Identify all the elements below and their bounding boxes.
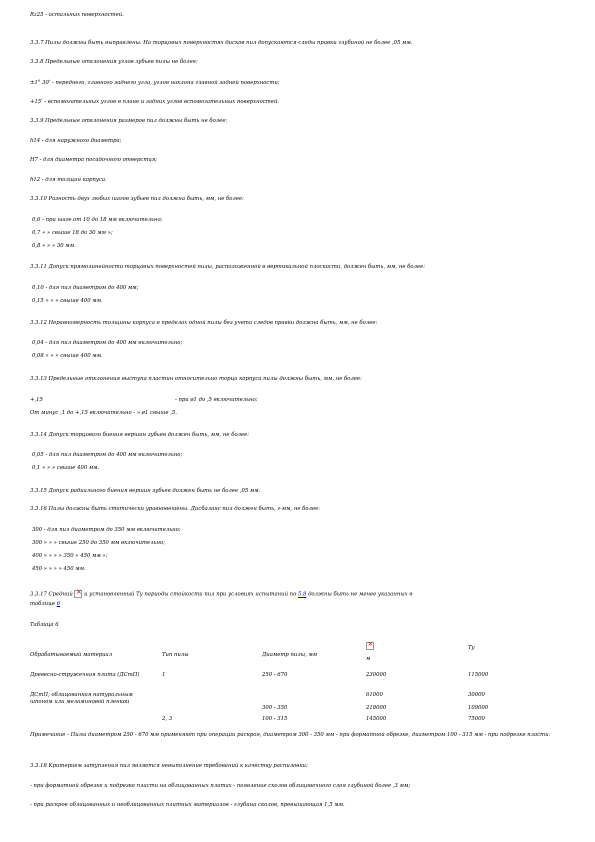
table-header-material: Обрабатываемый материал <box>30 652 113 658</box>
table-note: Примечание - Пилы диаметром 250 - 670 мм применяют при операции раскроя, диаметром 300 - 350 мм - при форматной обрезке, диаметром 100 - 315 мм - при подрезке пласти. <box>30 732 551 738</box>
text-line: 0,10 - для пил диаметром до 400 мм; <box>32 285 139 291</box>
text-line: 0,7 » » свыше 18 до 30 мм »; <box>32 230 113 236</box>
text-line: +,15 <box>30 397 43 403</box>
text-line: - при раскрое облицованных и необлицованных плитных материалов - глубина сколов, превышающая 1,5 мм. <box>30 802 345 808</box>
link-5-8[interactable]: 5.8 <box>297 591 307 598</box>
table-cell: 2, 3 <box>162 716 173 722</box>
table-cell: 230000 <box>366 672 387 678</box>
broken-image-icon <box>74 590 82 598</box>
clause-3-3-17 <box>30 590 412 599</box>
text-line: 300 - для пил диаметром до 350 мм включительно; <box>32 527 181 533</box>
text-line: ±1° 30ʹ - переднего, главного заднего угла, углов наклона главной задней поверхности; <box>30 80 280 86</box>
clause-3-3-13: 3.3.13 Предельные отклонения выступа пластин относительно торца корпуса пилы должны быть, мм, не более: <box>30 376 362 382</box>
text-line: 0,05 - для пил диаметром до 400 мм включительно; <box>32 452 183 458</box>
table-cell: 145000 <box>366 716 387 722</box>
text-line: h14 - для наружного диаметра; <box>30 138 122 144</box>
table-header-tu: Ту <box>468 645 475 651</box>
clause-3-3-18: 3.3.18 Критерием затупления пил является невыполнение требований к качеству распиловки: <box>30 763 308 769</box>
table-cell: ДСтП, облицованная натуральным шпоном или меламиновой пленкой <box>30 692 133 705</box>
clause-3-3-7: 3.3.7 Пилы должны быть выправлены. На торцовых поверхностях дисков пил допускаются следы правки глубиной не более ,05 мм. <box>30 40 413 46</box>
text-line: 0,8 » » » 30 мм. <box>32 243 76 249</box>
table-cell: 30000 <box>468 692 485 698</box>
table-header-type: Тип пилы <box>162 652 189 658</box>
text-line: 0,08 » » » свыше 400 мм. <box>32 353 103 359</box>
table-cell: 1 <box>162 672 166 678</box>
text-line: +15ʹ - вспомогательных углов в плане и задних углов вспомогательных поверхностей. <box>30 99 280 105</box>
text-line: 400 » » » » 350 » 450 мм »; <box>32 553 108 559</box>
text-span: и установленный Ту периоды стойкости пил при условиях испытаний по <box>84 591 297 598</box>
table-header-diameter: Диаметр пилы, мм <box>262 652 318 658</box>
clause-3-3-11: 3.3.11 Допуск прямолинейности торцовых поверхностей пилы, расположенной в вертикальной плоскости, должен быть, мм, не более: <box>30 264 426 270</box>
text-line: 0,04 - для пил диаметром до 400 мм включительно; <box>32 340 183 346</box>
table-cell: 100 - 315 <box>262 716 288 722</box>
text-line: 0,15 » » » свыше 400 мм. <box>32 298 103 304</box>
table-cell: 61000 <box>366 692 383 698</box>
text-span: таблице <box>30 601 56 607</box>
clause-3-3-10: 3.3.10 Разность двух любых шагов зубьев пил должна быть, мм, не более: <box>30 196 244 202</box>
table-cell: Древесно-стружечная плита (ДСтП) <box>30 672 140 678</box>
text-line: От минус ,1 до +,15 включительно - » ø1 свыше ,5. <box>30 410 177 416</box>
clause-3-3-14: 3.3.14 Допуск торцового биения вершин зубьев должен быть, мм, не более: <box>30 432 250 438</box>
broken-image-icon <box>366 642 374 650</box>
text-line: 300 » » » свыше 250 до 350 мм включительно; <box>32 540 165 546</box>
table-cell: 218000 <box>366 705 387 711</box>
text-line: - при форматной обрезке и подрезке пласти на облицованных плитах - появление сколов облицовочного слоя глубиной более ,3 мм; <box>30 783 411 789</box>
text-line: 0,6 - при шаге от 10 до 18 мм включительно; <box>32 217 163 223</box>
text-line: H7 - для диаметра посадочного отверстия; <box>30 157 158 163</box>
clause-3-3-16: 3.3.16 Пилы должны быть статически уравновешены. Дисбаланс пил должен быть, г·мм, не более: <box>30 506 321 512</box>
table-cell: 75000 <box>468 716 485 722</box>
table-cell: 115000 <box>468 672 489 678</box>
table-cell: 109000 <box>468 705 489 711</box>
text-line <box>30 601 60 608</box>
link-table-6[interactable]: 6 <box>56 601 61 607</box>
text-line: 0,1 » » » свыше 400 мм. <box>32 465 100 471</box>
text-line: Rz25 - остальных поверхностей. <box>30 12 124 18</box>
clause-3-3-9: 3.3.9 Предельные отклонения размеров пил должны быть не более: <box>30 118 228 124</box>
table-caption: Таблица 6 <box>30 622 59 628</box>
text-span: должны быть не менее указанных в <box>308 591 413 598</box>
text-span: 3.3.17 Средний <box>30 591 73 598</box>
clause-3-3-8: 3.3.8 Предельные отклонения углов зубьев пилы не более: <box>30 59 198 65</box>
clause-3-3-15: 3.3.15 Допуск радиального биения вершин зубьев должен быть не более ,05 мм. <box>30 488 261 494</box>
clause-3-3-12: 3.3.12 Неравномерность толщины корпуса в пределах одной пилы без учета следов правки должна быть, мм, не более: <box>30 320 378 326</box>
text-line: - при ø1 до ,5 включительно; <box>175 397 258 403</box>
table-header-broken-image <box>366 642 374 650</box>
table-cell: 250 - 670 <box>262 672 288 678</box>
table-cell: 300 - 350 <box>262 705 288 711</box>
text-line: 450 » » » » 450 мм. <box>32 566 86 572</box>
table-header-m: м <box>366 656 371 662</box>
text-line: h12 - для толщин корпуса. <box>30 177 107 183</box>
